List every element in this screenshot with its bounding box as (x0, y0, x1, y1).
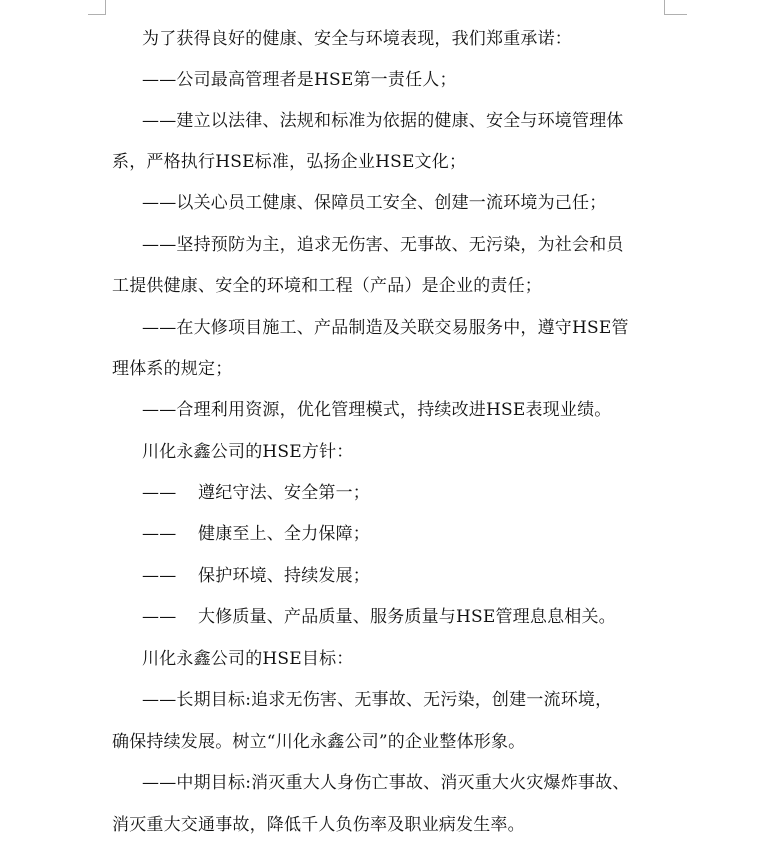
target-line-cont: 消灭重大交通事故，降低千人负伤率及职业病发生率。 (112, 815, 525, 835)
margin-corner-mark-right (664, 0, 687, 15)
policy-item-text: 保护环境、持续发展； (198, 566, 370, 586)
commitment-line: ——在大修项目施工、产品制造及关联交易服务中，遵守HSE管 (142, 318, 629, 338)
policy-dash: —— (142, 566, 177, 586)
policy-item-text: 健康至上、全力保障； (198, 524, 370, 544)
commitment-line-cont: 系，严格执行HSE标准，弘扬企业HSE文化； (112, 152, 467, 172)
commitment-line: ——合理利用资源，优化管理模式，持续改进HSE表现业绩。 (142, 400, 612, 420)
target-line: ——长期目标:追求无伤害、无事故、无污染，创建一流环境， (142, 690, 613, 710)
policy-item-text: 大修质量、产品质量、服务质量与HSE管理息息相关。 (198, 607, 616, 627)
commitment-line: ——以关心员工健康、保障员工安全、创建一流环境为己任； (142, 193, 607, 213)
policy-dash: —— (142, 607, 177, 627)
paragraph-intro: 为了获得良好的健康、安全与环境表现，我们郑重承诺： (142, 29, 572, 49)
margin-corner-mark-left (88, 0, 106, 15)
commitment-line: ——建立以法律、法规和标准为依据的健康、安全与环境管理体 (142, 111, 624, 131)
target-heading: 川化永鑫公司的HSE目标： (142, 649, 354, 669)
policy-item (142, 564, 370, 588)
commitment-line-cont: 理体系的规定； (112, 359, 233, 379)
policy-dash: —— (142, 524, 177, 544)
policy-item-text: 遵纪守法、安全第一； (198, 483, 370, 503)
commitment-line-cont: 工提供健康、安全的环境和工程（产品）是企业的责任； (112, 276, 542, 296)
target-line-cont: 确保持续发展。树立“川化永鑫公司”的企业整体形象。 (112, 732, 526, 752)
target-line: ——中期目标:消灭重大人身伤亡事故、消灭重大火灾爆炸事故、 (142, 773, 630, 793)
policy-heading: 川化永鑫公司的HSE方针： (142, 442, 354, 462)
policy-item (142, 522, 370, 546)
commitment-line: ——坚持预防为主，追求无伤害、无事故、无污染，为社会和员 (142, 235, 624, 255)
policy-dash: —— (142, 483, 177, 503)
commitment-line: ——公司最高管理者是HSE第一责任人； (142, 70, 457, 90)
policy-item (142, 481, 370, 505)
policy-item (142, 605, 616, 629)
